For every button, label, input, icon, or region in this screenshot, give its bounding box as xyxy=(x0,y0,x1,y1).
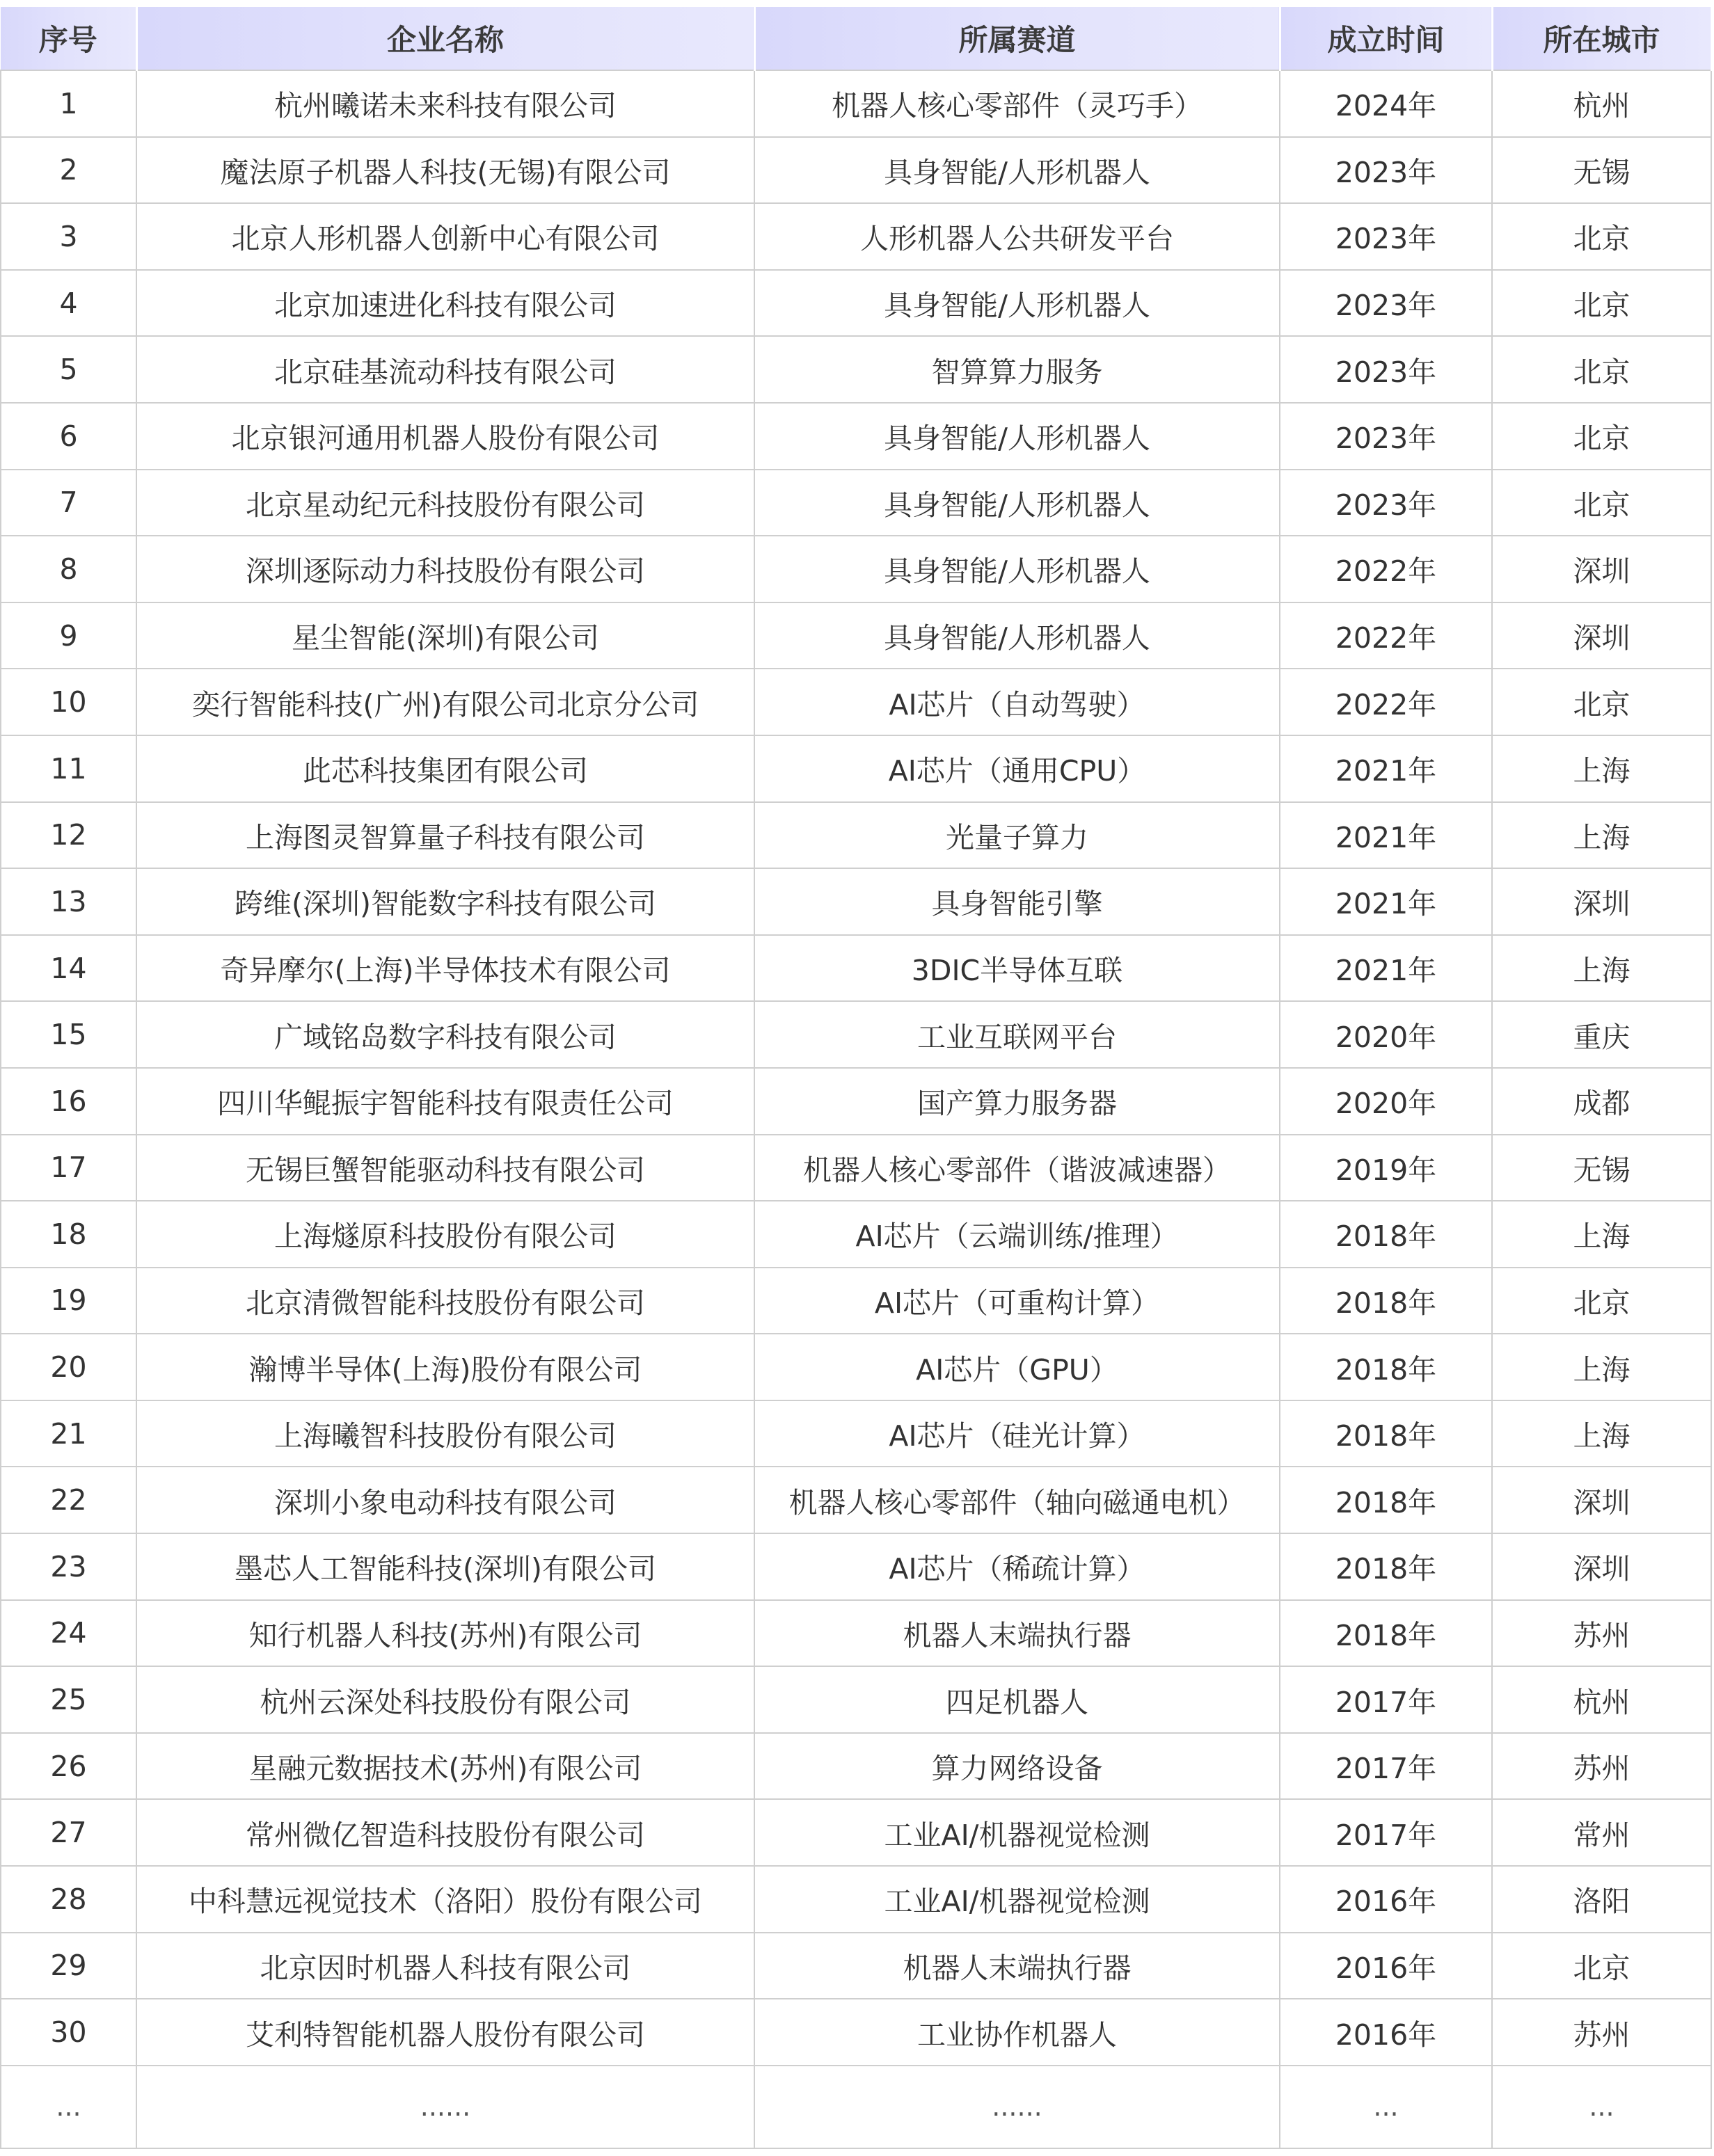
header-founded-year: 成立时间 xyxy=(1280,7,1492,70)
cell-serial-number: 11 xyxy=(1,735,136,802)
cell-city: 杭州 xyxy=(1492,70,1711,137)
cell-track: 工业AI/机器视觉检测 xyxy=(754,1866,1280,1933)
table-row xyxy=(1,270,1711,337)
cell-company-name: 常州微亿智造科技股份有限公司 xyxy=(136,1799,754,1866)
cell-founded-year: 2018年 xyxy=(1280,1533,1492,1600)
cell-track: 光量子算力 xyxy=(754,802,1280,869)
table-row xyxy=(1,536,1711,602)
cell-company-name: 艾利特智能机器人股份有限公司 xyxy=(136,1999,754,2066)
cell-company-name: 上海燧原科技股份有限公司 xyxy=(136,1201,754,1268)
cell-track: 具身智能/人形机器人 xyxy=(754,602,1280,669)
cell-founded-year: 2018年 xyxy=(1280,1600,1492,1667)
cell-company-name: 奕行智能科技(广州)有限公司北京分公司 xyxy=(136,669,754,735)
cell-company-name: 杭州曦诺未来科技有限公司 xyxy=(136,70,754,137)
cell-track: 算力网络设备 xyxy=(754,1733,1280,1800)
table-row xyxy=(1,1135,1711,1201)
cell-track: 机器人核心零部件（灵巧手） xyxy=(754,70,1280,137)
enterprise-table-container xyxy=(0,7,1711,2149)
cell-city: 重庆 xyxy=(1492,1001,1711,1068)
cell-track: AI芯片（云端训练/推理） xyxy=(754,1201,1280,1268)
cell-founded-year: 2017年 xyxy=(1280,1666,1492,1733)
cell-founded-year: 2021年 xyxy=(1280,802,1492,869)
cell-company-name: 星尘智能(深圳)有限公司 xyxy=(136,602,754,669)
cell-serial-number: 30 xyxy=(1,1999,136,2066)
cell-founded-year: 2023年 xyxy=(1280,470,1492,536)
ellipsis-cell-track: ...... xyxy=(754,2066,1280,2148)
table-row xyxy=(1,868,1711,935)
cell-company-name: 跨维(深圳)智能数字科技有限公司 xyxy=(136,868,754,935)
header-row xyxy=(1,7,1711,70)
cell-city: 深圳 xyxy=(1492,536,1711,602)
cell-city: 深圳 xyxy=(1492,1467,1711,1533)
cell-city: 常州 xyxy=(1492,1799,1711,1866)
enterprise-table xyxy=(0,7,1713,2149)
table-row xyxy=(1,470,1711,536)
cell-serial-number: 3 xyxy=(1,203,136,270)
cell-track: 具身智能/人形机器人 xyxy=(754,403,1280,470)
table-row xyxy=(1,669,1711,735)
cell-founded-year: 2018年 xyxy=(1280,1268,1492,1334)
cell-track: 机器人末端执行器 xyxy=(754,1600,1280,1667)
cell-founded-year: 2016年 xyxy=(1280,1999,1492,2066)
cell-founded-year: 2024年 xyxy=(1280,70,1492,137)
cell-city: 苏州 xyxy=(1492,1600,1711,1667)
table-body xyxy=(1,70,1711,2148)
cell-city: 北京 xyxy=(1492,403,1711,470)
table-row xyxy=(1,1933,1711,1999)
cell-city: 北京 xyxy=(1492,336,1711,403)
cell-serial-number: 5 xyxy=(1,336,136,403)
cell-serial-number: 20 xyxy=(1,1334,136,1400)
cell-city: 上海 xyxy=(1492,935,1711,1002)
cell-city: 上海 xyxy=(1492,802,1711,869)
cell-serial-number: 26 xyxy=(1,1733,136,1800)
cell-founded-year: 2018年 xyxy=(1280,1467,1492,1533)
cell-company-name: 中科慧远视觉技术（洛阳）股份有限公司 xyxy=(136,1866,754,1933)
table-row xyxy=(1,203,1711,270)
cell-company-name: 此芯科技集团有限公司 xyxy=(136,735,754,802)
table-row xyxy=(1,1467,1711,1533)
cell-track: AI芯片（可重构计算） xyxy=(754,1268,1280,1334)
cell-serial-number: 4 xyxy=(1,270,136,337)
cell-founded-year: 2022年 xyxy=(1280,602,1492,669)
cell-company-name: 瀚博半导体(上海)股份有限公司 xyxy=(136,1334,754,1400)
cell-serial-number: 19 xyxy=(1,1268,136,1334)
ellipsis-cell-founded-year: ... xyxy=(1280,2066,1492,2148)
cell-track: 机器人核心零部件（轴向磁通电机） xyxy=(754,1467,1280,1533)
cell-founded-year: 2020年 xyxy=(1280,1001,1492,1068)
cell-company-name: 魔法原子机器人科技(无锡)有限公司 xyxy=(136,137,754,204)
table-row xyxy=(1,1600,1711,1667)
cell-city: 成都 xyxy=(1492,1068,1711,1135)
cell-track: AI芯片（硅光计算） xyxy=(754,1400,1280,1467)
cell-company-name: 北京清微智能科技股份有限公司 xyxy=(136,1268,754,1334)
cell-serial-number: 6 xyxy=(1,403,136,470)
cell-serial-number: 28 xyxy=(1,1866,136,1933)
cell-track: 具身智能/人形机器人 xyxy=(754,470,1280,536)
table-row xyxy=(1,137,1711,204)
cell-track: 四足机器人 xyxy=(754,1666,1280,1733)
header-track: 所属赛道 xyxy=(754,7,1280,70)
cell-company-name: 广域铭岛数字科技有限公司 xyxy=(136,1001,754,1068)
header-company-name: 企业名称 xyxy=(136,7,754,70)
cell-founded-year: 2023年 xyxy=(1280,403,1492,470)
cell-city: 无锡 xyxy=(1492,137,1711,204)
cell-founded-year: 2023年 xyxy=(1280,336,1492,403)
cell-serial-number: 13 xyxy=(1,868,136,935)
cell-founded-year: 2023年 xyxy=(1280,203,1492,270)
cell-city: 苏州 xyxy=(1492,1733,1711,1800)
cell-city: 北京 xyxy=(1492,270,1711,337)
cell-founded-year: 2017年 xyxy=(1280,1799,1492,1866)
cell-company-name: 北京硅基流动科技有限公司 xyxy=(136,336,754,403)
table-row xyxy=(1,1268,1711,1334)
table-row xyxy=(1,802,1711,869)
cell-track: 智算算力服务 xyxy=(754,336,1280,403)
table-row xyxy=(1,1068,1711,1135)
cell-serial-number: 7 xyxy=(1,470,136,536)
table-header xyxy=(1,7,1711,70)
cell-serial-number: 12 xyxy=(1,802,136,869)
cell-founded-year: 2022年 xyxy=(1280,669,1492,735)
cell-track: AI芯片（通用CPU） xyxy=(754,735,1280,802)
cell-serial-number: 8 xyxy=(1,536,136,602)
cell-company-name: 杭州云深处科技股份有限公司 xyxy=(136,1666,754,1733)
ellipsis-row xyxy=(1,2066,1711,2148)
cell-founded-year: 2022年 xyxy=(1280,536,1492,602)
cell-track: 具身智能/人形机器人 xyxy=(754,137,1280,204)
cell-serial-number: 24 xyxy=(1,1600,136,1667)
cell-serial-number: 21 xyxy=(1,1400,136,1467)
cell-founded-year: 2017年 xyxy=(1280,1733,1492,1800)
cell-founded-year: 2018年 xyxy=(1280,1334,1492,1400)
cell-track: 机器人末端执行器 xyxy=(754,1933,1280,1999)
table-row xyxy=(1,70,1711,137)
cell-city: 杭州 xyxy=(1492,1666,1711,1733)
cell-track: AI芯片（自动驾驶） xyxy=(754,669,1280,735)
table-row xyxy=(1,1666,1711,1733)
cell-serial-number: 22 xyxy=(1,1467,136,1533)
cell-serial-number: 14 xyxy=(1,935,136,1002)
cell-track: 机器人核心零部件（谐波减速器） xyxy=(754,1135,1280,1201)
cell-serial-number: 27 xyxy=(1,1799,136,1866)
cell-city: 深圳 xyxy=(1492,1533,1711,1600)
cell-company-name: 上海图灵智算量子科技有限公司 xyxy=(136,802,754,869)
table-row xyxy=(1,1866,1711,1933)
table-row xyxy=(1,1001,1711,1068)
cell-company-name: 知行机器人科技(苏州)有限公司 xyxy=(136,1600,754,1667)
cell-founded-year: 2021年 xyxy=(1280,868,1492,935)
cell-serial-number: 1 xyxy=(1,70,136,137)
cell-company-name: 上海曦智科技股份有限公司 xyxy=(136,1400,754,1467)
ellipsis-cell-city: ... xyxy=(1492,2066,1711,2148)
cell-city: 洛阳 xyxy=(1492,1866,1711,1933)
cell-track: 具身智能引擎 xyxy=(754,868,1280,935)
cell-serial-number: 15 xyxy=(1,1001,136,1068)
header-serial-number: 序号 xyxy=(1,7,136,70)
cell-company-name: 北京星动纪元科技股份有限公司 xyxy=(136,470,754,536)
cell-company-name: 北京银河通用机器人股份有限公司 xyxy=(136,403,754,470)
cell-track: 国产算力服务器 xyxy=(754,1068,1280,1135)
cell-serial-number: 16 xyxy=(1,1068,136,1135)
cell-founded-year: 2021年 xyxy=(1280,735,1492,802)
cell-serial-number: 23 xyxy=(1,1533,136,1600)
cell-serial-number: 2 xyxy=(1,137,136,204)
cell-serial-number: 10 xyxy=(1,669,136,735)
cell-company-name: 北京加速进化科技有限公司 xyxy=(136,270,754,337)
cell-founded-year: 2016年 xyxy=(1280,1866,1492,1933)
cell-company-name: 深圳逐际动力科技股份有限公司 xyxy=(136,536,754,602)
cell-city: 北京 xyxy=(1492,1933,1711,1999)
table-row xyxy=(1,602,1711,669)
cell-company-name: 北京因时机器人科技有限公司 xyxy=(136,1933,754,1999)
table-row xyxy=(1,1533,1711,1600)
cell-founded-year: 2023年 xyxy=(1280,270,1492,337)
table-row xyxy=(1,1400,1711,1467)
cell-company-name: 星融元数据技术(苏州)有限公司 xyxy=(136,1733,754,1800)
cell-track: 工业互联网平台 xyxy=(754,1001,1280,1068)
cell-company-name: 深圳小象电动科技有限公司 xyxy=(136,1467,754,1533)
cell-city: 北京 xyxy=(1492,1268,1711,1334)
cell-company-name: 无锡巨蟹智能驱动科技有限公司 xyxy=(136,1135,754,1201)
table-row xyxy=(1,1334,1711,1400)
table-row xyxy=(1,935,1711,1002)
cell-city: 上海 xyxy=(1492,735,1711,802)
cell-serial-number: 9 xyxy=(1,602,136,669)
cell-city: 上海 xyxy=(1492,1201,1711,1268)
table-row xyxy=(1,403,1711,470)
cell-serial-number: 18 xyxy=(1,1201,136,1268)
table-row xyxy=(1,1201,1711,1268)
ellipsis-cell-serial-number: ... xyxy=(1,2066,136,2148)
cell-city: 北京 xyxy=(1492,470,1711,536)
cell-track: 工业协作机器人 xyxy=(754,1999,1280,2066)
cell-founded-year: 2023年 xyxy=(1280,137,1492,204)
cell-city: 深圳 xyxy=(1492,602,1711,669)
cell-serial-number: 29 xyxy=(1,1933,136,1999)
cell-founded-year: 2018年 xyxy=(1280,1400,1492,1467)
table-row xyxy=(1,735,1711,802)
cell-company-name: 北京人形机器人创新中心有限公司 xyxy=(136,203,754,270)
cell-founded-year: 2020年 xyxy=(1280,1068,1492,1135)
cell-track: AI芯片（稀疏计算） xyxy=(754,1533,1280,1600)
cell-founded-year: 2018年 xyxy=(1280,1201,1492,1268)
cell-track: 具身智能/人形机器人 xyxy=(754,536,1280,602)
header-city: 所在城市 xyxy=(1492,7,1711,70)
cell-track: 3DIC半导体互联 xyxy=(754,935,1280,1002)
cell-company-name: 墨芯人工智能科技(深圳)有限公司 xyxy=(136,1533,754,1600)
cell-track: AI芯片（GPU） xyxy=(754,1334,1280,1400)
ellipsis-cell-company-name: ...... xyxy=(136,2066,754,2148)
cell-city: 上海 xyxy=(1492,1400,1711,1467)
cell-city: 苏州 xyxy=(1492,1999,1711,2066)
table-row xyxy=(1,1799,1711,1866)
table-row xyxy=(1,336,1711,403)
table-row xyxy=(1,1733,1711,1800)
cell-founded-year: 2021年 xyxy=(1280,935,1492,1002)
table-row xyxy=(1,1999,1711,2066)
cell-city: 北京 xyxy=(1492,669,1711,735)
cell-track: 工业AI/机器视觉检测 xyxy=(754,1799,1280,1866)
cell-serial-number: 17 xyxy=(1,1135,136,1201)
cell-founded-year: 2016年 xyxy=(1280,1933,1492,1999)
cell-track: 人形机器人公共研发平台 xyxy=(754,203,1280,270)
cell-company-name: 四川华鲲振宇智能科技有限责任公司 xyxy=(136,1068,754,1135)
cell-city: 北京 xyxy=(1492,203,1711,270)
cell-city: 深圳 xyxy=(1492,868,1711,935)
cell-track: 具身智能/人形机器人 xyxy=(754,270,1280,337)
cell-founded-year: 2019年 xyxy=(1280,1135,1492,1201)
cell-city: 上海 xyxy=(1492,1334,1711,1400)
cell-serial-number: 25 xyxy=(1,1666,136,1733)
cell-city: 无锡 xyxy=(1492,1135,1711,1201)
cell-company-name: 奇异摩尔(上海)半导体技术有限公司 xyxy=(136,935,754,1002)
